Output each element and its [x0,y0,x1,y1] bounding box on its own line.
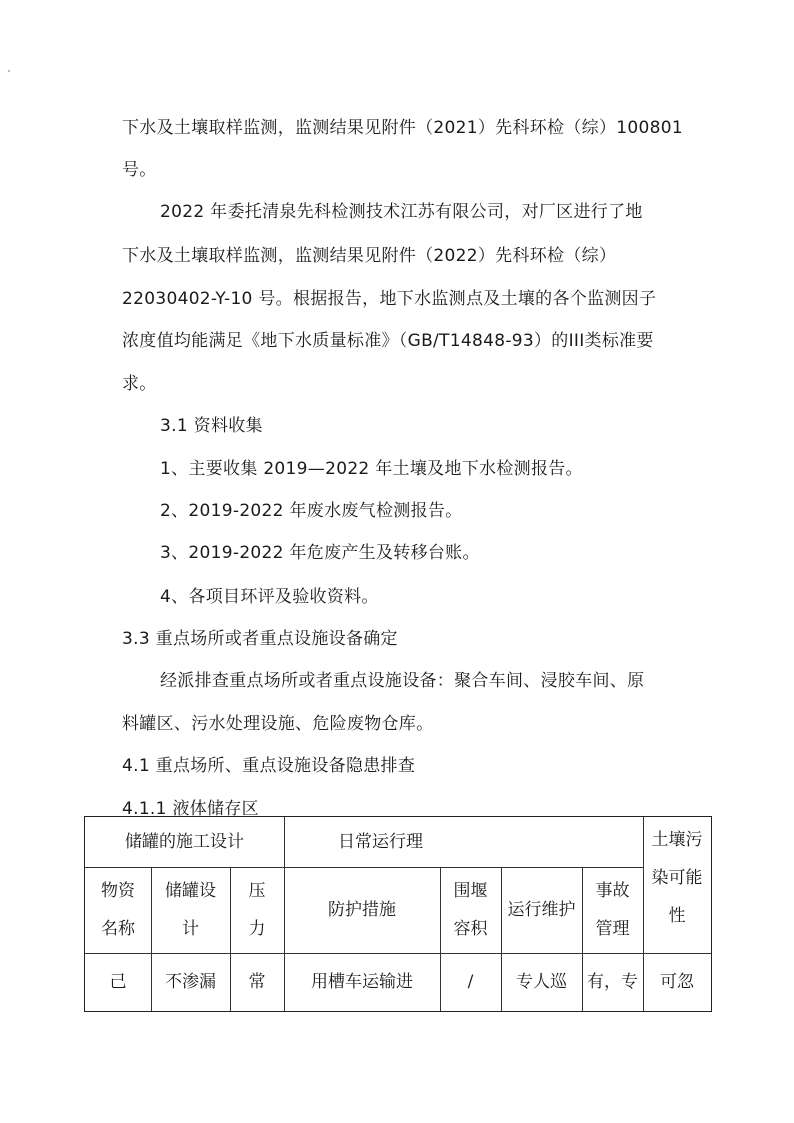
paragraph-line: 浓度值均能满足《地下水质量标准》（GB/T14848-93）的III类标准要 [122,331,654,351]
table-cell: 己 [109,972,127,992]
list-item: 4、各项目环评及验收资料。 [160,587,379,607]
header-storage-design: 储罐的施工设计 [125,832,244,852]
paragraph-line: 料罐区、污水处理设施、危险废物仓库。 [122,714,434,734]
table-cell: 常 [248,972,266,992]
paragraph-line: 2022 年委托清泉先科检测技术江苏有限公司，对厂区进行了地 [160,202,643,222]
table-cell: 不渗漏 [165,972,216,992]
scan-speck [8,70,10,72]
column-header-tank-design: 储罐设 计 [165,881,216,939]
table-cell: 用槽车运输进 [311,972,413,992]
section-heading: 4.1 重点场所、重点设施设备隐患排查 [122,756,416,776]
paragraph-line: 下水及土壤取样监测，监测结果见附件（2021）先科环检（综）100801 [122,118,683,138]
paragraph-line: 下水及土壤取样监测，监测结果见附件（2022）先科环检（综） [122,246,617,266]
column-header-protection: 防护措施 [328,900,396,920]
paragraph-line: 22030402-Y-10 号。根据报告，地下水监测点及土壤的各个监测因子 [122,289,657,309]
column-header-pressure: 压 力 [248,881,266,939]
table-cell: 可忽 [660,972,694,992]
list-item: 3、2019-2022 年危废产生及转移台账。 [160,543,480,563]
column-header-cofferdam-volume: 围堰 容积 [453,881,488,939]
section-heading: 3.1 资料收集 [160,416,263,436]
paragraph-line: 号。 [122,160,157,180]
table-cell: 专人巡 [516,972,567,992]
table-cell: 有，专 [587,972,638,992]
paragraph-line: 经派排查重点场所或者重点设施设备：聚合车间、浸胶车间、原 [160,671,645,691]
paragraph-line: 求。 [122,374,157,394]
list-item: 1、主要收集 2019—2022 年土壤及地下水检测报告。 [160,459,583,479]
table-cell: / [467,972,474,992]
header-soil-pollution: 土壤污 染可能 性 [651,830,703,926]
header-daily-operation: 日常运行理 [338,832,423,852]
column-header-maintenance: 运行维护 [507,900,576,920]
section-heading: 3.3 重点场所或者重点设施设备确定 [122,629,398,649]
liquid-storage-table [84,816,712,1012]
column-header-accident-management: 事故 管理 [595,881,630,939]
subsection-heading: 4.1.1 液体储存区 [122,799,259,819]
column-header-material-name: 物资 名称 [101,881,135,939]
list-item: 2、2019-2022 年废水废气检测报告。 [160,501,463,521]
